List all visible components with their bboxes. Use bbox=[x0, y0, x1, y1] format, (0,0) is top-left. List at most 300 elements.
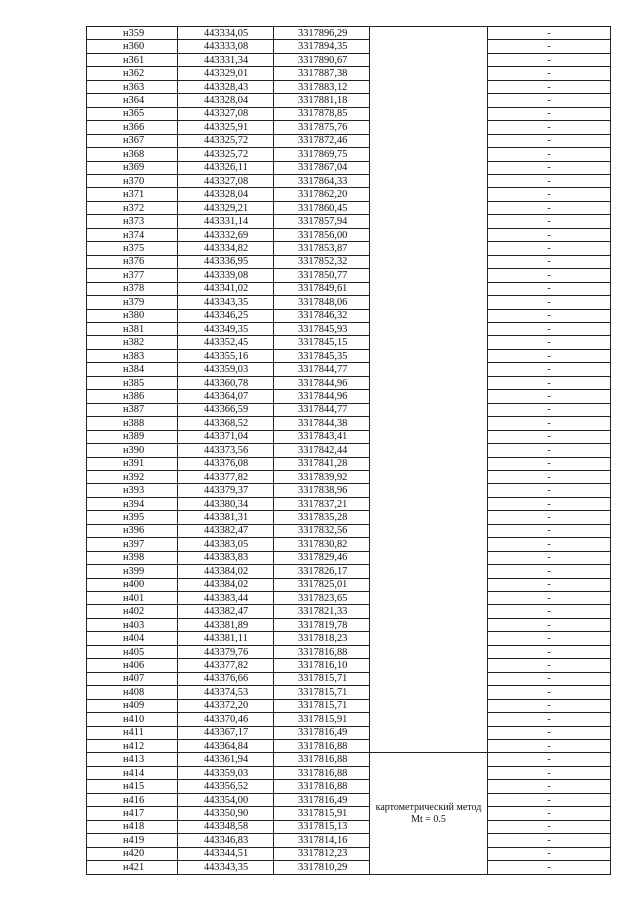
accuracy-cell: - bbox=[488, 632, 611, 645]
accuracy-cell: - bbox=[488, 740, 611, 753]
point-id-cell: н376 bbox=[87, 255, 178, 268]
accuracy-cell: - bbox=[488, 67, 611, 80]
table-row bbox=[87, 780, 611, 793]
point-id-cell: н401 bbox=[87, 592, 178, 605]
table-row bbox=[87, 430, 611, 443]
y-coordinate-cell: 3317815,71 bbox=[274, 699, 370, 712]
table-row bbox=[87, 349, 611, 362]
y-coordinate-cell: 3317815,13 bbox=[274, 820, 370, 833]
table-row bbox=[87, 726, 611, 739]
accuracy-cell: - bbox=[488, 834, 611, 847]
x-coordinate-cell: 443344,51 bbox=[178, 847, 274, 860]
accuracy-cell: - bbox=[488, 94, 611, 107]
point-id-cell: н415 bbox=[87, 780, 178, 793]
accuracy-cell: - bbox=[488, 80, 611, 93]
y-coordinate-cell: 3317856,00 bbox=[274, 228, 370, 241]
x-coordinate-cell: 443371,04 bbox=[178, 430, 274, 443]
point-id-cell: н411 bbox=[87, 726, 178, 739]
y-coordinate-cell: 3317890,67 bbox=[274, 53, 370, 66]
x-coordinate-cell: 443379,76 bbox=[178, 645, 274, 658]
point-id-cell: н387 bbox=[87, 403, 178, 416]
x-coordinate-cell: 443367,17 bbox=[178, 726, 274, 739]
table-row bbox=[87, 497, 611, 510]
accuracy-cell: - bbox=[488, 524, 611, 537]
accuracy-cell: - bbox=[488, 672, 611, 685]
x-coordinate-cell: 443366,59 bbox=[178, 403, 274, 416]
x-coordinate-cell: 443360,78 bbox=[178, 376, 274, 389]
x-coordinate-cell: 443373,56 bbox=[178, 444, 274, 457]
point-id-cell: н359 bbox=[87, 27, 178, 40]
x-coordinate-cell: 443326,11 bbox=[178, 161, 274, 174]
table-row bbox=[87, 605, 611, 618]
method-cell-top bbox=[370, 27, 488, 753]
point-id-cell: н379 bbox=[87, 296, 178, 309]
accuracy-cell: - bbox=[488, 296, 611, 309]
y-coordinate-cell: 3317887,38 bbox=[274, 67, 370, 80]
y-coordinate-cell: 3317894,35 bbox=[274, 40, 370, 53]
x-coordinate-cell: 443377,82 bbox=[178, 470, 274, 483]
y-coordinate-cell: 3317838,96 bbox=[274, 484, 370, 497]
accuracy-cell: - bbox=[488, 726, 611, 739]
point-id-cell: н394 bbox=[87, 497, 178, 510]
coordinates-table bbox=[86, 26, 611, 875]
x-coordinate-cell: 443327,08 bbox=[178, 107, 274, 120]
point-id-cell: н363 bbox=[87, 80, 178, 93]
y-coordinate-cell: 3317864,33 bbox=[274, 174, 370, 187]
accuracy-cell: - bbox=[488, 107, 611, 120]
x-coordinate-cell: 443381,11 bbox=[178, 632, 274, 645]
table-row bbox=[87, 524, 611, 537]
y-coordinate-cell: 3317832,56 bbox=[274, 524, 370, 537]
x-coordinate-cell: 443381,31 bbox=[178, 511, 274, 524]
y-coordinate-cell: 3317815,71 bbox=[274, 686, 370, 699]
y-coordinate-cell: 3317844,77 bbox=[274, 363, 370, 376]
x-coordinate-cell: 443384,02 bbox=[178, 565, 274, 578]
y-coordinate-cell: 3317816,88 bbox=[274, 766, 370, 779]
point-id-cell: н419 bbox=[87, 834, 178, 847]
accuracy-cell: - bbox=[488, 847, 611, 860]
y-coordinate-cell: 3317816,49 bbox=[274, 793, 370, 806]
point-id-cell: н418 bbox=[87, 820, 178, 833]
accuracy-cell: - bbox=[488, 645, 611, 658]
table-row bbox=[87, 659, 611, 672]
point-id-cell: н390 bbox=[87, 444, 178, 457]
table-row bbox=[87, 740, 611, 753]
x-coordinate-cell: 443341,02 bbox=[178, 282, 274, 295]
table-row bbox=[87, 538, 611, 551]
point-id-cell: н364 bbox=[87, 94, 178, 107]
y-coordinate-cell: 3317872,46 bbox=[274, 134, 370, 147]
point-id-cell: н412 bbox=[87, 740, 178, 753]
point-id-cell: н370 bbox=[87, 174, 178, 187]
point-id-cell: н386 bbox=[87, 390, 178, 403]
x-coordinate-cell: 443328,04 bbox=[178, 188, 274, 201]
x-coordinate-cell: 443354,00 bbox=[178, 793, 274, 806]
x-coordinate-cell: 443364,07 bbox=[178, 390, 274, 403]
accuracy-cell: - bbox=[488, 403, 611, 416]
table-row bbox=[87, 255, 611, 268]
x-coordinate-cell: 443328,04 bbox=[178, 94, 274, 107]
y-coordinate-cell: 3317841,28 bbox=[274, 457, 370, 470]
point-id-cell: н378 bbox=[87, 282, 178, 295]
y-coordinate-cell: 3317825,01 bbox=[274, 578, 370, 591]
coordinates-table-body bbox=[87, 27, 611, 875]
y-coordinate-cell: 3317835,28 bbox=[274, 511, 370, 524]
table-row bbox=[87, 121, 611, 134]
table-row bbox=[87, 470, 611, 483]
x-coordinate-cell: 443346,25 bbox=[178, 309, 274, 322]
table-row bbox=[87, 834, 611, 847]
point-id-cell: н374 bbox=[87, 228, 178, 241]
table-row bbox=[87, 201, 611, 214]
accuracy-cell: - bbox=[488, 592, 611, 605]
accuracy-cell: - bbox=[488, 766, 611, 779]
x-coordinate-cell: 443334,05 bbox=[178, 27, 274, 40]
accuracy-cell: - bbox=[488, 444, 611, 457]
y-coordinate-cell: 3317844,38 bbox=[274, 417, 370, 430]
accuracy-cell: - bbox=[488, 605, 611, 618]
table-row bbox=[87, 228, 611, 241]
y-coordinate-cell: 3317842,44 bbox=[274, 444, 370, 457]
table-row bbox=[87, 390, 611, 403]
x-coordinate-cell: 443325,72 bbox=[178, 134, 274, 147]
accuracy-cell: - bbox=[488, 228, 611, 241]
y-coordinate-cell: 3317837,21 bbox=[274, 497, 370, 510]
accuracy-cell: - bbox=[488, 215, 611, 228]
y-coordinate-cell: 3317883,12 bbox=[274, 80, 370, 93]
y-coordinate-cell: 3317826,17 bbox=[274, 565, 370, 578]
x-coordinate-cell: 443379,37 bbox=[178, 484, 274, 497]
accuracy-cell: - bbox=[488, 538, 611, 551]
accuracy-cell: - bbox=[488, 309, 611, 322]
y-coordinate-cell: 3317829,46 bbox=[274, 551, 370, 564]
y-coordinate-cell: 3317850,77 bbox=[274, 269, 370, 282]
x-coordinate-cell: 443370,46 bbox=[178, 713, 274, 726]
x-coordinate-cell: 443359,03 bbox=[178, 363, 274, 376]
point-id-cell: н369 bbox=[87, 161, 178, 174]
x-coordinate-cell: 443383,05 bbox=[178, 538, 274, 551]
x-coordinate-cell: 443377,82 bbox=[178, 659, 274, 672]
table-row bbox=[87, 134, 611, 147]
table-row bbox=[87, 753, 611, 766]
x-coordinate-cell: 443325,72 bbox=[178, 148, 274, 161]
accuracy-cell: - bbox=[488, 511, 611, 524]
y-coordinate-cell: 3317815,91 bbox=[274, 713, 370, 726]
point-id-cell: н403 bbox=[87, 618, 178, 631]
y-coordinate-cell: 3317816,10 bbox=[274, 659, 370, 672]
table-row bbox=[87, 269, 611, 282]
y-coordinate-cell: 3317816,88 bbox=[274, 780, 370, 793]
point-id-cell: н405 bbox=[87, 645, 178, 658]
point-id-cell: н393 bbox=[87, 484, 178, 497]
table-row bbox=[87, 309, 611, 322]
accuracy-cell: - bbox=[488, 820, 611, 833]
y-coordinate-cell: 3317816,88 bbox=[274, 740, 370, 753]
table-row bbox=[87, 686, 611, 699]
accuracy-cell: - bbox=[488, 201, 611, 214]
table-row bbox=[87, 672, 611, 685]
y-coordinate-cell: 3317814,16 bbox=[274, 834, 370, 847]
point-id-cell: н400 bbox=[87, 578, 178, 591]
y-coordinate-cell: 3317881,18 bbox=[274, 94, 370, 107]
y-coordinate-cell: 3317875,76 bbox=[274, 121, 370, 134]
point-id-cell: н408 bbox=[87, 686, 178, 699]
point-id-cell: н361 bbox=[87, 53, 178, 66]
accuracy-cell: - bbox=[488, 376, 611, 389]
x-coordinate-cell: 443359,03 bbox=[178, 766, 274, 779]
point-id-cell: н392 bbox=[87, 470, 178, 483]
x-coordinate-cell: 443343,35 bbox=[178, 861, 274, 874]
x-coordinate-cell: 443336,95 bbox=[178, 255, 274, 268]
table-row bbox=[87, 699, 611, 712]
table-row bbox=[87, 40, 611, 53]
table-row bbox=[87, 161, 611, 174]
table-row bbox=[87, 645, 611, 658]
point-id-cell: н395 bbox=[87, 511, 178, 524]
y-coordinate-cell: 3317816,88 bbox=[274, 753, 370, 766]
table-row bbox=[87, 188, 611, 201]
accuracy-cell: - bbox=[488, 484, 611, 497]
accuracy-cell: - bbox=[488, 161, 611, 174]
x-coordinate-cell: 443339,08 bbox=[178, 269, 274, 282]
y-coordinate-cell: 3317815,71 bbox=[274, 672, 370, 685]
x-coordinate-cell: 443381,89 bbox=[178, 618, 274, 631]
y-coordinate-cell: 3317896,29 bbox=[274, 27, 370, 40]
y-coordinate-cell: 3317852,32 bbox=[274, 255, 370, 268]
accuracy-cell: - bbox=[488, 470, 611, 483]
y-coordinate-cell: 3317821,33 bbox=[274, 605, 370, 618]
accuracy-cell: - bbox=[488, 282, 611, 295]
point-id-cell: н377 bbox=[87, 269, 178, 282]
table-row bbox=[87, 322, 611, 335]
x-coordinate-cell: 443325,91 bbox=[178, 121, 274, 134]
table-row bbox=[87, 242, 611, 255]
table-row bbox=[87, 578, 611, 591]
point-id-cell: н420 bbox=[87, 847, 178, 860]
x-coordinate-cell: 443384,02 bbox=[178, 578, 274, 591]
x-coordinate-cell: 443361,94 bbox=[178, 753, 274, 766]
x-coordinate-cell: 443329,01 bbox=[178, 67, 274, 80]
accuracy-cell: - bbox=[488, 551, 611, 564]
point-id-cell: н383 bbox=[87, 349, 178, 362]
point-id-cell: н381 bbox=[87, 322, 178, 335]
table-row bbox=[87, 511, 611, 524]
accuracy-cell: - bbox=[488, 242, 611, 255]
point-id-cell: н409 bbox=[87, 699, 178, 712]
accuracy-cell: - bbox=[488, 713, 611, 726]
table-row bbox=[87, 632, 611, 645]
point-id-cell: н404 bbox=[87, 632, 178, 645]
table-row bbox=[87, 444, 611, 457]
accuracy-cell: - bbox=[488, 578, 611, 591]
table-row bbox=[87, 107, 611, 120]
x-coordinate-cell: 443355,16 bbox=[178, 349, 274, 362]
table-row bbox=[87, 376, 611, 389]
x-coordinate-cell: 443350,90 bbox=[178, 807, 274, 820]
accuracy-cell: - bbox=[488, 753, 611, 766]
y-coordinate-cell: 3317844,77 bbox=[274, 403, 370, 416]
point-id-cell: н414 bbox=[87, 766, 178, 779]
point-id-cell: н413 bbox=[87, 753, 178, 766]
y-coordinate-cell: 3317849,61 bbox=[274, 282, 370, 295]
y-coordinate-cell: 3317818,23 bbox=[274, 632, 370, 645]
table-row bbox=[87, 67, 611, 80]
accuracy-cell: - bbox=[488, 255, 611, 268]
method-cell: картометрический метод Mt = 0.5 bbox=[370, 753, 488, 874]
table-row bbox=[87, 174, 611, 187]
x-coordinate-cell: 443329,21 bbox=[178, 201, 274, 214]
table-row bbox=[87, 215, 611, 228]
table-row bbox=[87, 618, 611, 631]
y-coordinate-cell: 3317830,82 bbox=[274, 538, 370, 551]
y-coordinate-cell: 3317862,20 bbox=[274, 188, 370, 201]
point-id-cell: н397 bbox=[87, 538, 178, 551]
point-id-cell: н416 bbox=[87, 793, 178, 806]
table-row bbox=[87, 296, 611, 309]
table-row bbox=[87, 282, 611, 295]
point-id-cell: н389 bbox=[87, 430, 178, 443]
y-coordinate-cell: 3317845,35 bbox=[274, 349, 370, 362]
point-id-cell: н368 bbox=[87, 148, 178, 161]
point-id-cell: н407 bbox=[87, 672, 178, 685]
accuracy-cell: - bbox=[488, 699, 611, 712]
point-id-cell: н375 bbox=[87, 242, 178, 255]
x-coordinate-cell: 443352,45 bbox=[178, 336, 274, 349]
x-coordinate-cell: 443368,52 bbox=[178, 417, 274, 430]
x-coordinate-cell: 443364,84 bbox=[178, 740, 274, 753]
table-row bbox=[87, 820, 611, 833]
table-row bbox=[87, 148, 611, 161]
x-coordinate-cell: 443346,83 bbox=[178, 834, 274, 847]
accuracy-cell: - bbox=[488, 53, 611, 66]
point-id-cell: н382 bbox=[87, 336, 178, 349]
x-coordinate-cell: 443331,14 bbox=[178, 215, 274, 228]
accuracy-cell: - bbox=[488, 174, 611, 187]
x-coordinate-cell: 443343,35 bbox=[178, 296, 274, 309]
point-id-cell: н366 bbox=[87, 121, 178, 134]
accuracy-cell: - bbox=[488, 40, 611, 53]
point-id-cell: н362 bbox=[87, 67, 178, 80]
point-id-cell: н360 bbox=[87, 40, 178, 53]
accuracy-cell: - bbox=[488, 336, 611, 349]
point-id-cell: н380 bbox=[87, 309, 178, 322]
x-coordinate-cell: 443382,47 bbox=[178, 605, 274, 618]
y-coordinate-cell: 3317843,41 bbox=[274, 430, 370, 443]
table-row bbox=[87, 766, 611, 779]
table-row bbox=[87, 457, 611, 470]
table-row bbox=[87, 53, 611, 66]
point-id-cell: н406 bbox=[87, 659, 178, 672]
accuracy-cell: - bbox=[488, 861, 611, 874]
x-coordinate-cell: 443327,08 bbox=[178, 174, 274, 187]
accuracy-cell: - bbox=[488, 390, 611, 403]
accuracy-cell: - bbox=[488, 686, 611, 699]
x-coordinate-cell: 443383,83 bbox=[178, 551, 274, 564]
y-coordinate-cell: 3317846,32 bbox=[274, 309, 370, 322]
y-coordinate-cell: 3317857,94 bbox=[274, 215, 370, 228]
accuracy-cell: - bbox=[488, 134, 611, 147]
y-coordinate-cell: 3317812,23 bbox=[274, 847, 370, 860]
x-coordinate-cell: 443356,52 bbox=[178, 780, 274, 793]
accuracy-cell: - bbox=[488, 430, 611, 443]
y-coordinate-cell: 3317878,85 bbox=[274, 107, 370, 120]
point-id-cell: н372 bbox=[87, 201, 178, 214]
x-coordinate-cell: 443332,69 bbox=[178, 228, 274, 241]
accuracy-cell: - bbox=[488, 780, 611, 793]
table-row bbox=[87, 847, 611, 860]
y-coordinate-cell: 3317845,93 bbox=[274, 322, 370, 335]
x-coordinate-cell: 443382,47 bbox=[178, 524, 274, 537]
y-coordinate-cell: 3317848,06 bbox=[274, 296, 370, 309]
point-id-cell: н417 bbox=[87, 807, 178, 820]
accuracy-cell: - bbox=[488, 807, 611, 820]
x-coordinate-cell: 443383,44 bbox=[178, 592, 274, 605]
y-coordinate-cell: 3317867,04 bbox=[274, 161, 370, 174]
y-coordinate-cell: 3317845,15 bbox=[274, 336, 370, 349]
point-id-cell: н365 bbox=[87, 107, 178, 120]
x-coordinate-cell: 443376,08 bbox=[178, 457, 274, 470]
accuracy-cell: - bbox=[488, 121, 611, 134]
table-row bbox=[87, 363, 611, 376]
table-row bbox=[87, 793, 611, 806]
table-row bbox=[87, 551, 611, 564]
x-coordinate-cell: 443328,43 bbox=[178, 80, 274, 93]
y-coordinate-cell: 3317869,75 bbox=[274, 148, 370, 161]
y-coordinate-cell: 3317816,88 bbox=[274, 645, 370, 658]
accuracy-cell: - bbox=[488, 269, 611, 282]
table-row bbox=[87, 403, 611, 416]
x-coordinate-cell: 443348,58 bbox=[178, 820, 274, 833]
point-id-cell: н396 bbox=[87, 524, 178, 537]
x-coordinate-cell: 443349,35 bbox=[178, 322, 274, 335]
point-id-cell: н385 bbox=[87, 376, 178, 389]
y-coordinate-cell: 3317844,96 bbox=[274, 390, 370, 403]
y-coordinate-cell: 3317853,87 bbox=[274, 242, 370, 255]
table-row bbox=[87, 80, 611, 93]
accuracy-cell: - bbox=[488, 363, 611, 376]
table-row bbox=[87, 565, 611, 578]
point-id-cell: н367 bbox=[87, 134, 178, 147]
y-coordinate-cell: 3317860,45 bbox=[274, 201, 370, 214]
x-coordinate-cell: 443333,08 bbox=[178, 40, 274, 53]
table-row bbox=[87, 27, 611, 40]
point-id-cell: н421 bbox=[87, 861, 178, 874]
accuracy-cell: - bbox=[488, 27, 611, 40]
table-row bbox=[87, 713, 611, 726]
accuracy-cell: - bbox=[488, 497, 611, 510]
y-coordinate-cell: 3317819,78 bbox=[274, 618, 370, 631]
accuracy-cell: - bbox=[488, 148, 611, 161]
x-coordinate-cell: 443380,34 bbox=[178, 497, 274, 510]
point-id-cell: н402 bbox=[87, 605, 178, 618]
point-id-cell: н388 bbox=[87, 417, 178, 430]
accuracy-cell: - bbox=[488, 188, 611, 201]
accuracy-cell: - bbox=[488, 793, 611, 806]
accuracy-cell: - bbox=[488, 322, 611, 335]
x-coordinate-cell: 443331,34 bbox=[178, 53, 274, 66]
x-coordinate-cell: 443374,53 bbox=[178, 686, 274, 699]
accuracy-cell: - bbox=[488, 349, 611, 362]
table-row bbox=[87, 861, 611, 874]
accuracy-cell: - bbox=[488, 659, 611, 672]
point-id-cell: н391 bbox=[87, 457, 178, 470]
table-row bbox=[87, 807, 611, 820]
y-coordinate-cell: 3317823,65 bbox=[274, 592, 370, 605]
point-id-cell: н399 bbox=[87, 565, 178, 578]
x-coordinate-cell: 443334,82 bbox=[178, 242, 274, 255]
table-row bbox=[87, 592, 611, 605]
x-coordinate-cell: 443372,20 bbox=[178, 699, 274, 712]
